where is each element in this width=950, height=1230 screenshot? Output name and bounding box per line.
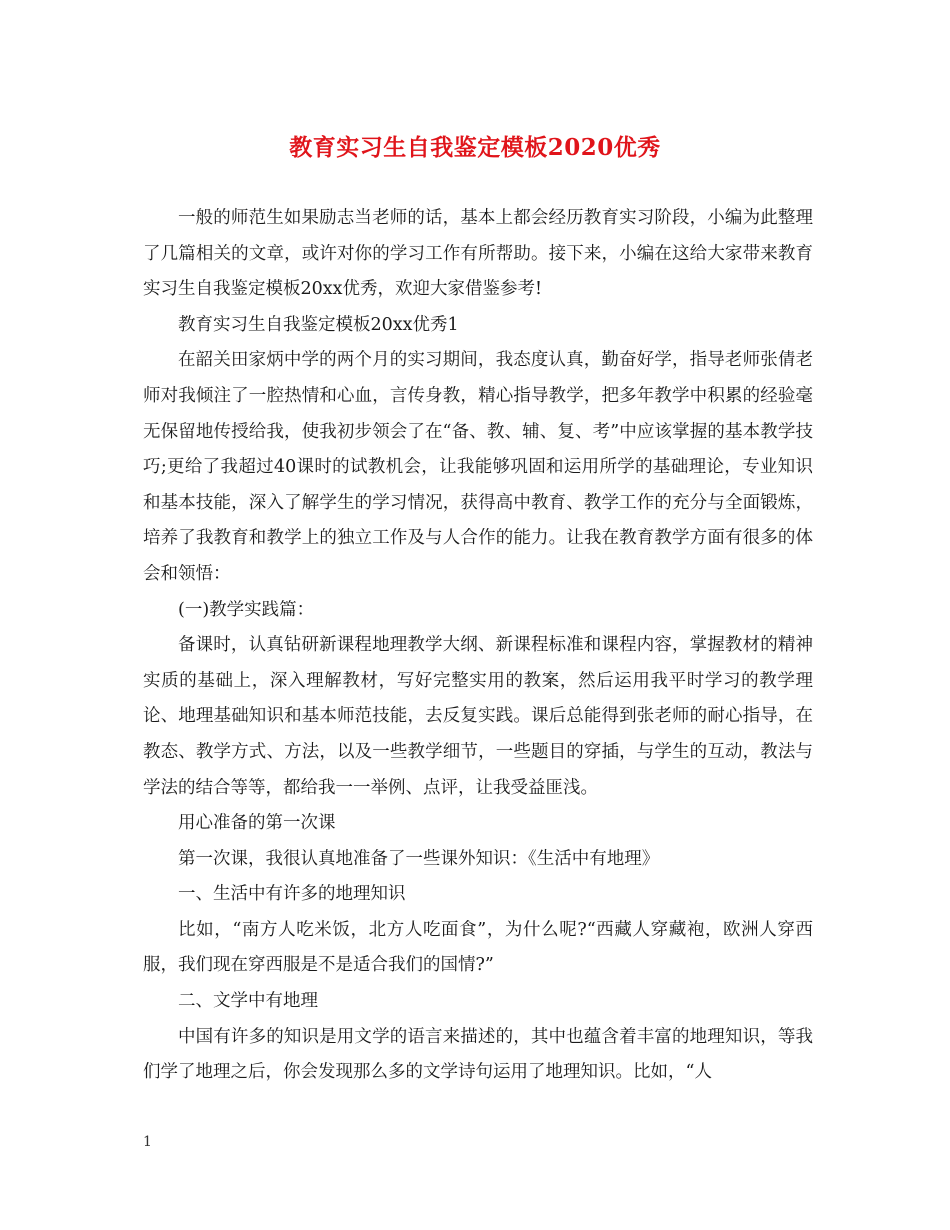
paragraph-literature-geography: 中国有许多的知识是用文学的语言来描述的，其中也蕴含着丰富的地理知识，等我们学了地理之后，你会发现那么多的文学诗句运用了地理知识。比如，“人 xyxy=(143,1026,813,1083)
paragraph-intro: 一般的师范生如果励志当老师的话，基本上都会经历教育实习阶段，小编为此整理了几篇相关的文章，或许对你的学习工作有所帮助。接下来，小编在这给大家带来教育实习生自我鉴定模板20xx优秀，欢迎大家借鉴参考! xyxy=(143,208,813,300)
paragraph-section-heading: 教育实习生自我鉴定模板20xx优秀1 xyxy=(178,314,459,335)
paragraph-first-lesson: 第一次课，我很认真地准备了一些课外知识：《生活中有地理》 xyxy=(178,848,660,869)
paragraph-first-lesson-heading: 用心准备的第一次课 xyxy=(178,813,336,834)
document-body xyxy=(143,201,813,1091)
paragraph-literature-geography-heading: 二、文学中有地理 xyxy=(178,991,318,1012)
paragraph-life-geography-heading: 一、生活中有许多的地理知识 xyxy=(178,884,406,905)
paragraph-teaching-practice-heading: (一)教学实践篇： xyxy=(178,599,315,620)
paragraph-life-geography-example: 比如，“南方人吃米饭，北方人吃面食”，为什么呢?“西藏人穿藏袍，欧洲人穿西服，我们现在穿西服是不是适合我们的国情?” xyxy=(143,919,813,976)
document-title: 教育实习生自我鉴定模板2020优秀 xyxy=(289,134,661,161)
paragraph-lesson-preparation: 备课时，认真钻研新课程地理教学大纲、新课程标准和课程内容，掌握教材的精神实质的基础上，深入理解教材，写好完整实用的教案，然后运用我平时学习的教学理论、地理基础知识和基本师范技能，去反复实践。课后总能得到张老师的耐心指导，在教态、教学方式、方法，以及一些教学细节，一些题目的穿插，与学生的互动，教法与学法的结合等等，都给我一一举例、点评，让我受益匪浅。 xyxy=(143,635,813,798)
paragraph-internship-summary: 在韶关田家炳中学的两个月的实习期间，我态度认真，勤奋好学，指导老师张倩老师对我倾注了一腔热情和心血，言传身教，精心指导教学，把多年教学中积累的经验毫无保留地传授给我，使我初步领会了在“备、教、辅、复、考”中应该掌握的基本教学技巧;更给了我超过40课时的试教机会，让我能够巩固和运用所学的基础理论，专业知识和基本技能，深入了解学生的学习情况，获得高中教育、教学工作的充分与全面锻炼，培养了我教育和教学上的独立工作及与人合作的能力。让我在教育教学方面有很多的体会和领悟： xyxy=(143,350,813,584)
page-number: 1 xyxy=(143,1134,152,1150)
